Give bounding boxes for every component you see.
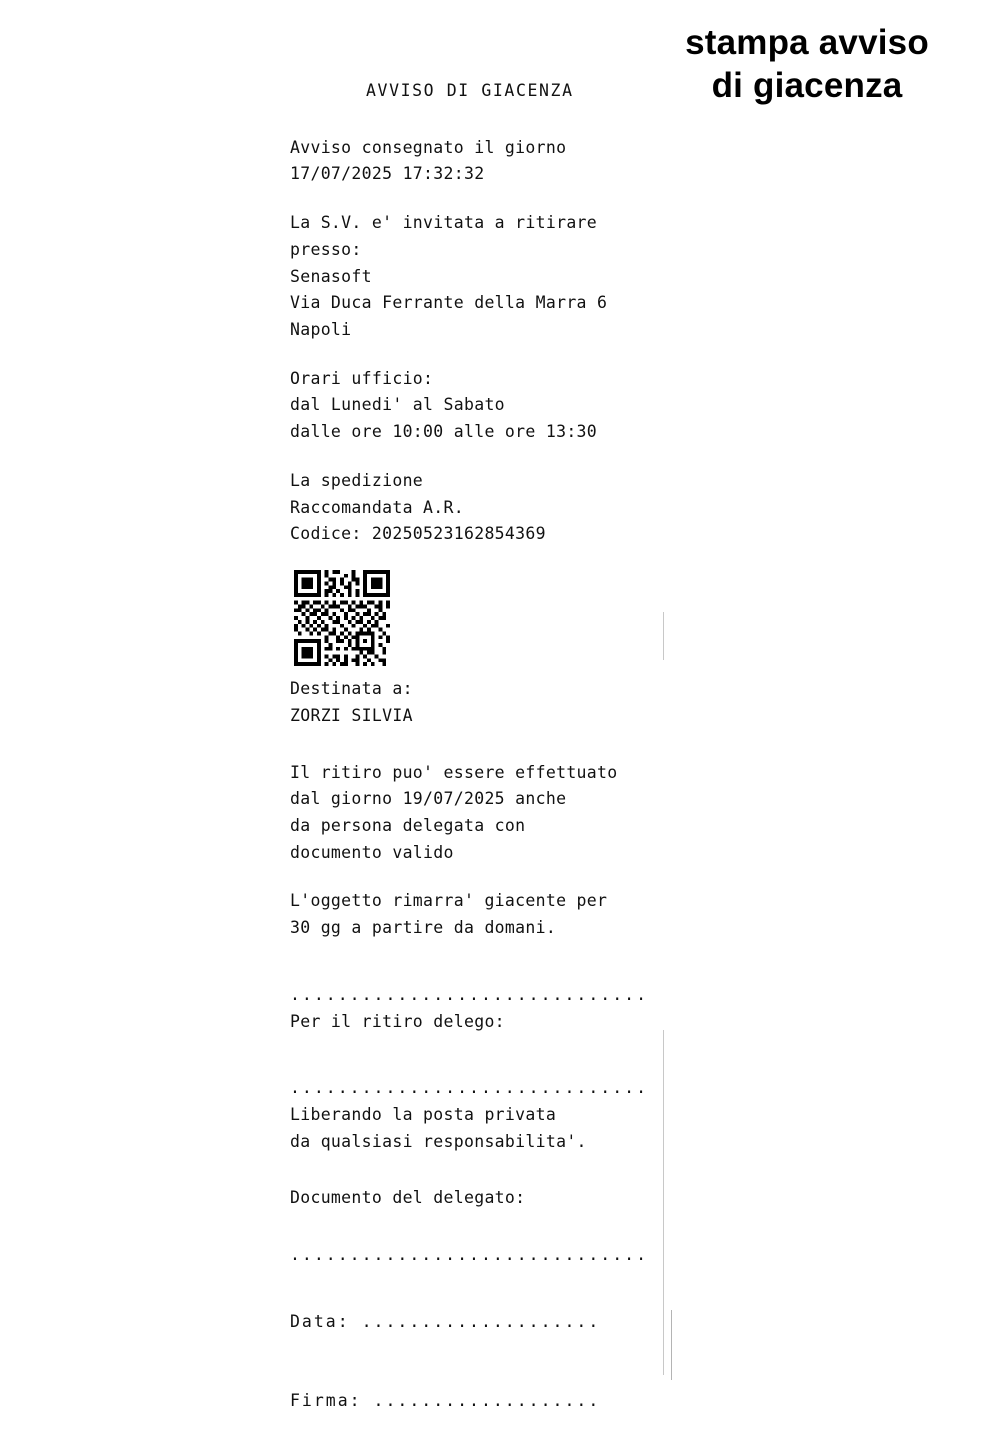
liability-dotted-line[interactable]: ..............................	[290, 1078, 649, 1098]
office-hours-days: dal Lunedi' al Sabato	[290, 395, 505, 415]
storage-line-1: L'oggetto rimarra' giacente per	[290, 891, 608, 911]
signature-field	[290, 1388, 670, 1415]
storage-block	[290, 888, 670, 941]
annotation-line-1: stampa avviso	[685, 23, 929, 62]
pickup-street: Via Duca Ferrante della Marra 6	[290, 293, 608, 313]
date-field	[290, 1309, 670, 1336]
pickup-city: Napoli	[290, 320, 352, 340]
office-hours-block	[290, 366, 670, 446]
collection-line-3: da persona delegata con	[290, 815, 526, 835]
receipt-title: AVVISO DI GIACENZA	[366, 81, 574, 100]
liability-line-2: da qualsiasi responsabilita'.	[290, 1131, 587, 1151]
collection-line-2: dal giorno 19/07/2025 anche	[290, 789, 567, 809]
scan-artifact-bottom	[671, 1310, 672, 1380]
liability-line-1: Liberando la posta privata	[290, 1104, 557, 1124]
collection-line-1: Il ritiro puo' essere effettuato	[290, 762, 618, 782]
shipment-label: La spedizione	[290, 470, 424, 490]
recipient-block	[290, 676, 670, 729]
collection-line-4: documento valido	[290, 842, 454, 862]
delegate-name-dotted-line[interactable]: ..............................	[290, 984, 649, 1004]
delivery-line-1: Avviso consegnato il giorno	[290, 137, 567, 157]
signature-label-line[interactable]: Firma: ...................	[290, 1390, 601, 1410]
shipment-block	[290, 468, 670, 548]
shipment-type: Raccomandata A.R.	[290, 497, 464, 517]
annotation-callout	[642, 22, 972, 107]
pickup-line-1: La S.V. e' invitata a ritirare	[290, 213, 598, 233]
storage-line-2: 30 gg a partire da domani.	[290, 918, 557, 938]
annotation-line-2: di giacenza	[711, 65, 903, 105]
delivery-block	[290, 135, 670, 188]
recipient-name: ZORZI SILVIA	[290, 705, 413, 725]
delivery-timestamp: 17/07/2025 17:32:32	[290, 164, 485, 184]
delegate-name-block	[290, 982, 670, 1035]
delegate-document-field	[290, 1242, 670, 1269]
office-hours-label: Orari ufficio:	[290, 368, 434, 388]
delegate-document-dotted-line[interactable]: ..............................	[290, 1245, 649, 1265]
recipient-label: Destinata a:	[290, 679, 413, 699]
pickup-line-2: presso:	[290, 239, 362, 259]
pickup-office-name: Senasoft	[290, 266, 372, 286]
date-label-line[interactable]: Data: ....................	[290, 1311, 601, 1331]
delegate-document-label: Documento del delegato:	[290, 1188, 526, 1208]
qr-code	[290, 570, 394, 666]
office-hours-times: dalle ore 10:00 alle ore 13:30	[290, 422, 598, 442]
page-edge	[0, 0, 3, 1415]
collection-block	[290, 760, 670, 867]
delegate-label: Per il ritiro delego:	[290, 1011, 505, 1031]
delegate-document-block	[290, 1185, 670, 1212]
giacenza-notice-receipt	[290, 78, 670, 1436]
liability-block	[290, 1075, 670, 1155]
pickup-address-block	[290, 210, 670, 344]
shipment-code: Codice: 20250523162854369	[290, 524, 546, 544]
qr-code-container	[290, 570, 670, 666]
